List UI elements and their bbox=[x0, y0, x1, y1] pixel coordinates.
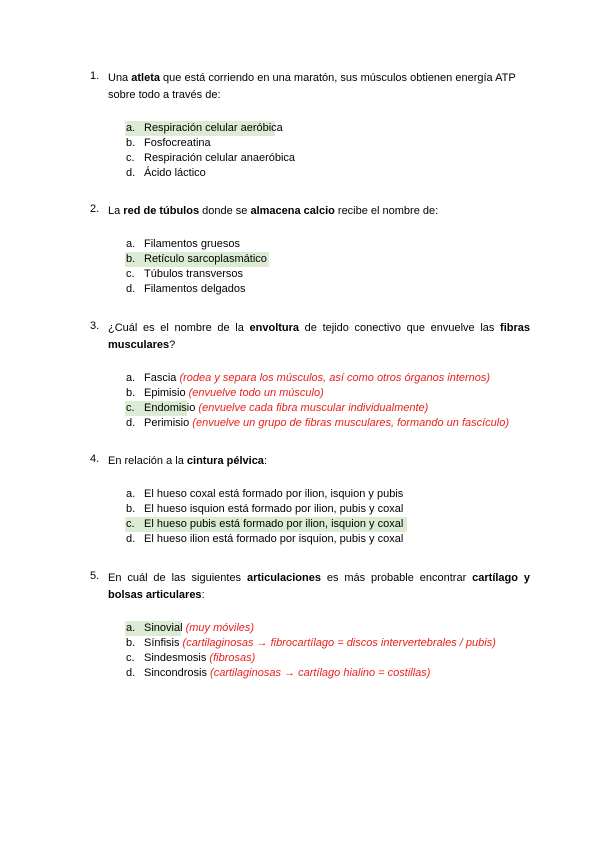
option-note: (muy móviles) bbox=[185, 622, 255, 634]
option-c: c. Túbulos transversos bbox=[126, 268, 244, 280]
question-number: 5. bbox=[90, 570, 100, 582]
option-note: (envuelve todo un músculo) bbox=[188, 387, 324, 399]
question-number: 4. bbox=[90, 453, 100, 465]
question-text: ¿Cuál es el nombre de la envoltura de tejido conectivo que envuelve las fibras musculares? bbox=[108, 322, 530, 351]
option-a: a. Respiración celular aeróbica bbox=[126, 122, 283, 134]
option-b: b. El hueso isquion está formado por ilion, pubis y coxal bbox=[126, 503, 404, 515]
option-note: (cartilaginosas → cartílago hialino = costillas) bbox=[210, 667, 431, 679]
question-text: La red de túbulos donde se almacena calcio recibe el nombre de: bbox=[108, 205, 439, 217]
option-c: c. El hueso pubis está formado por ilion, isquion y coxal bbox=[90, 517, 530, 532]
option-b: b. Retículo sarcoplasmático bbox=[90, 252, 530, 267]
option-note: (fibrosas) bbox=[209, 652, 256, 664]
option-c: c. Endomisio (envuelve cada fibra muscular individualmente) bbox=[126, 402, 429, 414]
question-1 bbox=[90, 70, 530, 181]
question-text: Una atleta que está corriendo en una maratón, sus músculos obtienen energía ATP sobre todo a través de: bbox=[108, 72, 516, 101]
option-b: b. Sínfisis (cartilaginosas → fibrocartílago = discos intervertebrales / pubis) bbox=[126, 637, 496, 649]
option-c: c. Respiración celular anaeróbica bbox=[126, 152, 296, 164]
option-a: a. El hueso coxal está formado por ilion, isquion y pubis bbox=[126, 488, 404, 500]
option-d: d. Perimisio (envuelve un grupo de fibras musculares, formando un fascículo) bbox=[126, 417, 510, 429]
option-d: d. Ácido láctico bbox=[126, 167, 206, 179]
option-d: d. Filamentos delgados bbox=[126, 283, 246, 295]
question-3 bbox=[90, 320, 530, 431]
option-d: d. Sincondrosis (cartilaginosas → cartílago hialino = costillas) bbox=[126, 667, 431, 679]
option-note: (envuelve un grupo de fibras musculares, formando un fascículo) bbox=[192, 417, 510, 429]
option-d: d. El hueso ilion está formado por isquion, pubis y coxal bbox=[126, 533, 404, 545]
option-a: a. Filamentos gruesos bbox=[126, 238, 240, 250]
question-number: 3. bbox=[90, 320, 100, 332]
question-number: 2. bbox=[90, 203, 100, 215]
option-note: (cartilaginosas → fibrocartílago = discos intervertebrales / pubis) bbox=[182, 637, 496, 649]
option-b: b. Epimisio (envuelve todo un músculo) bbox=[126, 387, 324, 399]
question-2 bbox=[90, 203, 530, 297]
question-text: En relación a la cintura pélvica: bbox=[108, 455, 267, 467]
question-text: En cuál de las siguientes articulaciones es más probable encontrar cartílago y bolsas articulares: bbox=[108, 572, 531, 601]
option-a: a. Sinovial (muy móviles) bbox=[126, 622, 255, 634]
option-note: (rodea y separa los músculos, así como otros órganos internos) bbox=[179, 372, 491, 384]
question-5 bbox=[90, 570, 530, 681]
option-c: c. Sindesmosis (fibrosas) bbox=[126, 652, 256, 664]
option-b: b. Fosfocreatina bbox=[126, 137, 211, 149]
option-note: (envuelve cada fibra muscular individualmente) bbox=[198, 402, 429, 414]
question-number: 1. bbox=[90, 70, 100, 82]
option-a: a. Fascia (rodea y separa los músculos, así como otros órganos internos) bbox=[126, 372, 491, 384]
question-4 bbox=[90, 453, 530, 547]
